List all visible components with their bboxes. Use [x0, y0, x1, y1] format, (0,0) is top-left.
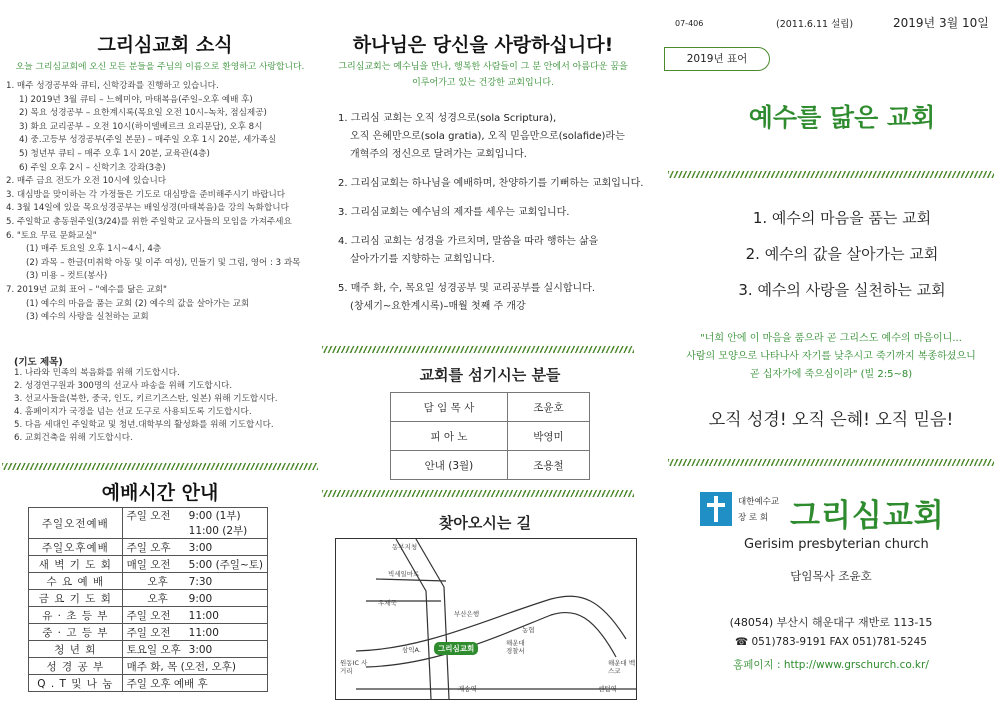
statement — [338, 175, 644, 193]
worship-row — [29, 675, 268, 692]
news-item: 3) 화요 교리공부 – 오전 10시(하이델베르크 요리문답), 오후 8시 — [19, 121, 263, 132]
leader-name: 박영미 — [507, 422, 589, 451]
worship-table — [28, 507, 268, 692]
statement-line: 3. 그리심교회는 예수님의 제자를 세우는 교회입니다. — [338, 207, 570, 218]
prayer-item: 4. 홈페이지가 국경을 넘는 선교 도구로 사용되도록 기도합시다. — [14, 407, 252, 417]
map-label: 센텀역 — [598, 685, 617, 693]
church-name: 그리심교회 — [790, 498, 945, 534]
worship-name: 수 요 예 배 — [29, 573, 123, 590]
worship-row — [29, 508, 268, 539]
worship-time: 3:00 — [188, 643, 213, 656]
directions-map — [335, 538, 637, 700]
leaders-table — [390, 392, 590, 480]
worship-day: 매일 오전 — [126, 558, 171, 571]
news-item: 1) 2019년 3월 큐티 – 느헤미야, 마태복음(주일–오후 예배 후) — [19, 94, 253, 105]
map-roads — [336, 539, 636, 699]
worship-time: 3:00 — [188, 541, 213, 554]
divider-hatch — [322, 490, 634, 497]
vision-item: 2. 예수의 값을 살아가는 교회 — [745, 245, 939, 263]
denomination-line: 대한예수교 — [738, 497, 780, 507]
worship-time-cell — [122, 556, 267, 573]
worship-day: 오후 — [147, 592, 168, 605]
news-item: 4) 중.고등부 성경공부(주일 본문) – 매주일 오후 1시 20분, 세가족실 — [19, 135, 277, 146]
news-item: 2. 매주 금요 전도가 오전 10시에 있습니다 — [6, 176, 167, 187]
prayer-item: 1. 나라와 민족의 복음화를 위해 기도합시다. — [14, 368, 180, 378]
prayer-item: 3. 선교사들을(북한, 중국, 인도, 키르기즈스탄, 일본) 위해 기도합시다. — [14, 394, 278, 404]
map-label: 동부지청 — [392, 543, 418, 551]
news-item: (1) 예수의 마음을 품는 교회 (2) 예수의 값을 살아가는 교회 — [26, 298, 250, 309]
map-label: 우체국 — [378, 599, 397, 607]
map-label: 해운대 경찰서 — [506, 639, 525, 655]
worship-name: 성 경 공 부 — [29, 658, 123, 675]
love-intro-1: 그리심교회는 예수님을 만나, 행복한 사람들이 그 분 안에서 아름다운 꿈을 — [338, 62, 628, 72]
map-label: 삼익A. — [402, 646, 421, 654]
worship-time-cell — [122, 607, 267, 624]
news-item: 5) 청년부 큐티 – 매주 오후 1시 20분, 교육관(4층) — [19, 148, 210, 159]
divider-hatch — [322, 346, 634, 353]
worship-day: 오후 — [147, 575, 168, 588]
worship-time: 7:30 — [188, 575, 213, 588]
verse-line: 곧 십자가에 죽으심이라" (빌 2:5~8) — [749, 369, 913, 380]
news-welcome: 오늘 그리심교회에 오신 모든 분들을 주님의 이름으로 환영하고 사랑합니다. — [15, 62, 305, 72]
worship-name: 주일오후예배 — [29, 539, 123, 556]
map-label: 해운대 벡스코 — [608, 659, 636, 675]
map-label: 부산은행 — [454, 610, 480, 618]
map-title: 찾아오시는 길 — [438, 514, 532, 532]
worship-row — [29, 607, 268, 624]
motto: 예수를 닮은 교회 — [748, 103, 936, 132]
worship-name: 유 · 초 등 부 — [29, 607, 123, 624]
worship-day: 토요일 오후 — [126, 643, 181, 656]
news-item: 1. 매주 성경공부와 큐티, 신학강좌를 진행하고 있습니다. — [6, 81, 219, 91]
prayer-item: 5. 다음 세대인 주일학교 및 청년.대학부의 활성화를 위해 기도합시다. — [14, 420, 274, 430]
statement — [338, 110, 638, 164]
map-label: 빅세일마트 — [388, 570, 420, 578]
worship-name: 청 년 회 — [29, 641, 123, 658]
worship-row — [29, 641, 268, 658]
church-logo-icon — [700, 492, 732, 526]
worship-row — [29, 573, 268, 590]
worship-day: 매주 화, 목 (오전, 오후) — [126, 660, 237, 673]
news-item: 4. 3월 14일에 있을 목요성경공부는 배일성경(마태복음)을 강의 녹화합니다 — [6, 203, 289, 214]
news-item: 6) 주일 오후 2시 – 신학기초 강좌(3층) — [19, 162, 166, 173]
founded-date: (2011.6.11 설립) — [776, 19, 854, 30]
church-name-en: Gerisim presbyterian church — [744, 537, 929, 552]
slogan: 오직 성경! 오직 은혜! 오직 믿음! — [708, 410, 954, 430]
verse-line: 사람의 모양으로 나타나사 자기를 낮추시고 죽기까지 복종하셨으니 — [686, 351, 976, 362]
map-label: 재송역 — [458, 685, 477, 693]
statement — [338, 204, 638, 222]
news-title: 그리심교회 소식 — [97, 34, 233, 56]
statement — [338, 233, 638, 269]
leaders-title: 교회를 섬기시는 분들 — [419, 366, 561, 384]
worship-name: 금 요 기 도 회 — [29, 590, 123, 607]
worship-time-cell — [122, 590, 267, 607]
statement-line: 개혁주의 정신으로 달려가는 교회입니다. — [350, 149, 527, 160]
worship-row — [29, 539, 268, 556]
worship-day: 주일 오전 — [126, 626, 171, 639]
love-intro-2: 이루어가고 있는 건강한 교회입니다. — [412, 78, 554, 88]
worship-time-cell — [122, 508, 267, 539]
vision-item: 3. 예수의 사랑을 실천하는 교회 — [738, 281, 946, 299]
leader-role: 안내 (3월) — [391, 451, 508, 480]
statement-line: 2. 그리심교회는 하나님을 예배하며, 찬양하기를 기뻐하는 교회입니다. — [338, 178, 644, 189]
address: (48054) 부산시 해운대구 재반로 113-15 — [729, 616, 933, 629]
love-title: 하나님은 당신을 사랑하십니다! — [352, 34, 614, 56]
statement — [338, 280, 638, 316]
statement-line: 1. 그리심 교회는 오직 성경으로(sola Scriptura), — [338, 113, 557, 124]
statement-line: 4. 그리심 교회는 성경을 가르치며, 말씀을 따라 행하는 삶을 — [338, 236, 599, 247]
verse-line: "너희 안에 이 마음을 품으라 곧 그리스도 예수의 마음이니... — [700, 333, 962, 344]
divider-hatch — [2, 463, 318, 470]
phone: ☎ 051)783-9191 FAX 051)781-5245 — [735, 636, 927, 648]
worship-time-cell — [122, 658, 267, 675]
map-label: 원동IC 사거리 — [340, 659, 368, 675]
news-item: (2) 과목 – 한글(미취학 아동 및 이주 여성), 민들기 및 그림, 영어 : 3 과목 — [26, 257, 301, 268]
worship-day: 주일 오후 예배 후 — [126, 677, 208, 690]
news-list — [6, 80, 318, 325]
divider-hatch — [668, 171, 994, 178]
statement-line: 오직 은혜만으로(sola gratia), 오직 믿음만으로(solafide)라는 — [350, 131, 625, 142]
news-item: 7. 2019년 교회 표어 – "예수를 닮은 교회" — [6, 284, 168, 295]
worship-time: 9:00 — [188, 592, 213, 605]
news-item: (3) 예수의 사랑을 실천하는 교회 — [26, 312, 149, 323]
news-item: 6. "토요 무료 문화교실" — [6, 230, 97, 241]
news-item: 3. 대심방을 맞이하는 각 가정들은 기도로 대심방을 준비해주시기 바랍니다 — [6, 189, 286, 200]
news-item: 2) 목요 성경공부 – 요한계시록(목요일 오전 10시–녹차, 점심제공) — [19, 108, 267, 119]
prayer-list — [14, 367, 326, 445]
leader-role: 피 아 노 — [391, 422, 508, 451]
worship-day: 주일 오후 — [126, 541, 171, 554]
prayer-item: 6. 교회건축을 위해 기도합시다. — [14, 433, 133, 443]
news-item: (1) 매주 토요일 오후 1시~4시, 4층 — [26, 244, 162, 255]
leader-row — [391, 393, 590, 422]
worship-row — [29, 658, 268, 675]
prayer-title: (기도 제목) — [14, 357, 63, 368]
worship-time-cell — [122, 675, 267, 692]
worship-time-cell — [122, 624, 267, 641]
worship-name: Q . T 및 나 눔 — [29, 675, 123, 692]
leader-name: 조용철 — [507, 451, 589, 480]
worship-name: 중 · 고 등 부 — [29, 624, 123, 641]
worship-time: 11:00 — [188, 626, 219, 639]
worship-day: 주일 오전 — [126, 510, 171, 522]
worship-name: 새 벽 기 도 회 — [29, 556, 123, 573]
worship-time: 11:00 — [188, 609, 219, 622]
map-label: 농협 — [522, 626, 535, 634]
news-item: (3) 미용 – 컷트(봉사) — [26, 271, 108, 282]
worship-time: 11:00 (2부) — [188, 525, 248, 537]
leader-row — [391, 451, 590, 480]
worship-title: 예배시간 안내 — [101, 482, 219, 504]
worship-time-cell — [122, 539, 267, 556]
issue-date: 2019년 3월 10일 — [893, 16, 989, 30]
map-church-marker: 그리심교회 — [434, 642, 478, 655]
statement-line: 5. 매주 화, 수, 목요일 성경공부 및 교리공부를 실시합니다. — [338, 283, 596, 294]
bulletin-code: 07-406 — [675, 19, 704, 28]
statement-line: (창세기~요한계시록)–매월 첫째 주 개강 — [350, 301, 526, 312]
vision-item: 1. 예수의 마음을 품는 교회 — [752, 209, 932, 227]
leader-name: 조윤호 — [507, 393, 589, 422]
worship-time-cell — [122, 573, 267, 590]
news-item: 5. 주일학교 총동원주일(3/24)를 위한 주일학교 교사들의 모임을 가져주세요 — [6, 216, 292, 227]
worship-time: 9:00 (1부) — [188, 510, 241, 522]
worship-time-cell — [122, 641, 267, 658]
worship-row — [29, 624, 268, 641]
statement-list — [338, 110, 644, 327]
worship-row — [29, 590, 268, 607]
homepage-link[interactable]: 홈페이지 : http://www.grschurch.co.kr/ — [733, 659, 929, 671]
leader-row — [391, 422, 590, 451]
motto-tag: 2019년 표어 — [664, 47, 770, 71]
pastor: 담임목사 조윤호 — [790, 569, 872, 583]
statement-line: 살아가기를 지향하는 교회입니다. — [350, 254, 495, 265]
worship-name: 주일오전예배 — [29, 508, 123, 539]
worship-day: 주일 오전 — [126, 609, 171, 622]
leader-role: 담 임 목 사 — [391, 393, 508, 422]
prayer-item: 2. 성경연구원과 300명의 선교사 파송을 위해 기도합시다. — [14, 381, 233, 391]
divider-hatch — [668, 459, 994, 466]
denomination-line: 장 로 회 — [738, 513, 769, 523]
worship-row — [29, 556, 268, 573]
worship-time: 5:00 (주일~토) — [188, 558, 263, 571]
